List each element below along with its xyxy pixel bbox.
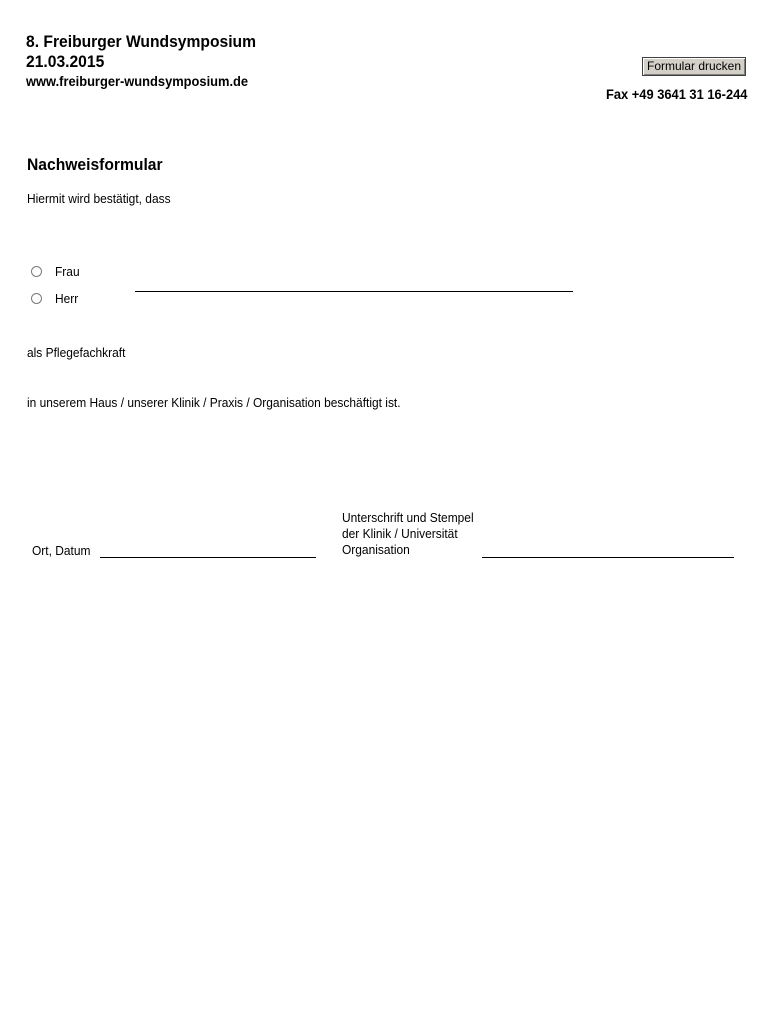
event-title: 8. Freiburger Wundsymposium xyxy=(26,32,257,51)
signature-label-line-1: Unterschrift und Stempel xyxy=(342,510,474,525)
employment-text: in unserem Haus / unserer Klinik / Praxis / Organisation beschäftigt ist. xyxy=(27,395,401,410)
fax-number: Fax +49 3641 31 16-244 xyxy=(606,86,748,102)
signature-field-line[interactable] xyxy=(482,557,734,558)
place-date-label: Ort, Datum xyxy=(32,543,91,558)
event-website: www.freiburger-wundsymposium.de xyxy=(26,73,249,89)
print-form-button[interactable]: Formular drucken xyxy=(642,57,746,76)
role-text: als Pflegefachkraft xyxy=(27,345,126,360)
intro-text: Hiermit wird bestätigt, dass xyxy=(27,191,171,206)
radio-label-frau: Frau xyxy=(55,264,80,279)
form-title: Nachweisformular xyxy=(27,155,163,174)
signature-label-line-2: der Klinik / Universität xyxy=(342,526,458,541)
radio-label-herr: Herr xyxy=(55,291,79,306)
place-date-field-line[interactable] xyxy=(100,557,316,558)
event-date: 21.03.2015 xyxy=(26,52,105,71)
radio-frau[interactable] xyxy=(31,266,42,277)
radio-herr[interactable] xyxy=(31,293,42,304)
name-field-line[interactable] xyxy=(135,291,573,292)
signature-label-line-3: Organisation xyxy=(342,542,410,557)
